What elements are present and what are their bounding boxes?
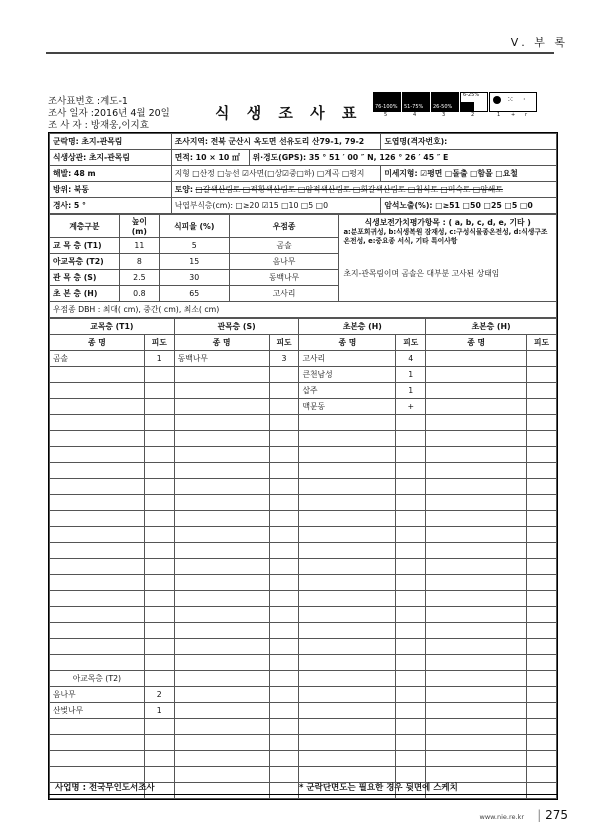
table-row (50, 463, 557, 479)
website: www.nie.re.kr (479, 813, 524, 821)
landform: 지형 □산정 □능선 ☑사면(□상☑중□하) □계곡 □평지 (171, 166, 381, 182)
header-h1: 초본층 (H) (299, 319, 426, 335)
table-row: 맥문동 + (50, 399, 557, 415)
table-row (50, 623, 557, 639)
table-row (50, 751, 557, 767)
legend-box-3: 26-50% (431, 92, 459, 112)
table-row (50, 671, 557, 687)
layer-col-dominant: 우점종 (229, 215, 339, 238)
table-row (50, 575, 557, 591)
table-row (50, 415, 557, 431)
layer-row: 초 본 층 (H) 0.8 65 고사리 (50, 286, 557, 302)
table-row (50, 735, 557, 751)
layer-table (49, 214, 557, 318)
dot-small-icon: · (523, 95, 526, 104)
layer-row: 교 목 층 (T1) 11 5 곰솔 (50, 238, 557, 254)
survey-number: 조사표번호 :계도-1 (48, 96, 128, 107)
table-row (50, 655, 557, 671)
altitude: 해발: 48 m (50, 166, 172, 182)
vegetation-physiognomy: 식생상관: 초지-관목림 (50, 150, 172, 166)
surveyor: 조 사 자 : 방재웅,이지효 (48, 120, 149, 131)
table-row: 곰솔 1 동백나무 3 고사리 4 (50, 351, 557, 367)
layer-col-cover: 식피율 (%) (159, 215, 229, 238)
dice-icon: ⁙ (507, 95, 514, 104)
table-row (50, 543, 557, 559)
dot-icon (493, 96, 501, 104)
table-row (50, 431, 557, 447)
legend-box-5: 76-100% (373, 92, 401, 112)
plot-area: 면적: 10 × 10 ㎡ (171, 150, 249, 166)
table-row (50, 511, 557, 527)
rock-exposure: 암석노출(%): □≥51 □50 □25 □5 □0 (381, 198, 557, 214)
table-row (50, 591, 557, 607)
table-row (50, 479, 557, 495)
table-row: 산벚나무 1 (50, 703, 557, 719)
table-row (50, 719, 557, 735)
table-row: 삽주 1 (50, 383, 557, 399)
header-s: 관목층 (S) (174, 319, 299, 335)
table-row (50, 607, 557, 623)
table-row: 음나무 2 (50, 687, 557, 703)
legend-symbols (489, 92, 537, 112)
page-title: 식 생 조 사 표 (215, 104, 363, 122)
slope: 경사: 5 ° (50, 198, 172, 214)
community-name: 군락명: 초지-관목림 (50, 134, 172, 150)
legend-box-4: 51-75% (402, 92, 430, 112)
table-row (50, 495, 557, 511)
section-label: Ⅴ. 부 록 (510, 36, 568, 49)
table-row (50, 559, 557, 575)
gps-coordinates: 위·경도(GPS): 35 ° 51 ′ 00 ″ N, 126 ° 26 ′ 45 ″ E (249, 150, 556, 166)
project-name: 사업명 : 전국무인도서조사 (55, 783, 155, 793)
microform: 미세지형: ☑평면 □돌출 □함몰 □요철 (381, 166, 557, 182)
litter-layer: 낙엽부식층(cm): □≥20 ☑15 □10 □5 □0 (171, 198, 381, 214)
soil: 토양: □갈색산림토 □적황색산림토 □암적색산림토 □회갈색산림토 □침식토 □미숙토 □암쇄토 (171, 182, 556, 198)
survey-sheet (48, 132, 558, 800)
header-t1: 교목층 (T1) (50, 319, 175, 335)
table-row (50, 447, 557, 463)
survey-region: 조사지역: 전북 군산시 옥도면 선유도리 산79-1, 79-2 (171, 134, 381, 150)
dbh-row: 우점종 DBH : 최대( cm), 중간( cm), 최소( cm) (50, 302, 557, 318)
map-sheet: 도엽명(격자번호): (381, 134, 557, 150)
legend-box-2: 6-25% (460, 92, 488, 112)
species-table: 교목층 (T1) 관목층 (S) 초본층 (H) 초본층 (H) 종 명 피도 종 명 피도 종 명 피도 종 명 피도 곰솔 1 동백나무 3 고사리 4 큰천남성 1 삽주 1 맥문동 + 아교목층 (T2) 음나무 2 산벚나무 1 (49, 318, 557, 799)
t2-label: 아교목층 (T2) (50, 671, 145, 687)
conservation-box: 식생보전가치평가항목 : ( a, b, c, d, e, 기타 ) a:분포희귀성, b:식생복원 잠재성, c:구성식물종온전성, d:식생구조온전성, e:중요종 서식, 기타 특이사항 초지-관목림이며 곰솔은 대부분 고사된 상태임 (339, 215, 557, 302)
header-rule (46, 52, 554, 54)
header-h2: 초본층 (H) (426, 319, 557, 335)
aspect: 방위: 북동 (50, 182, 172, 198)
table-row: 큰천남성 1 (50, 367, 557, 383)
layer-row: 아교목층 (T2) 8 15 음나무 (50, 254, 557, 270)
site-info-table (49, 133, 557, 214)
table-row (50, 527, 557, 543)
survey-date: 조사 일자 :2016년 4월 20일 (48, 108, 170, 119)
layer-col-height: 높이 (m) (119, 215, 159, 238)
sketch-note: * 군락단면도는 필요한 경우 뒷면에 스케치 (299, 783, 458, 793)
conservation-note: 초지-관목림이며 곰솔은 대부분 고사된 상태임 (343, 269, 500, 278)
layer-row: 관 목 층 (S) 2.5 30 동백나무 (50, 270, 557, 286)
table-row (50, 639, 557, 655)
page-number: | 275 (537, 808, 568, 822)
layer-col-name: 계층구분 (50, 215, 120, 238)
footer-bar (48, 778, 558, 795)
